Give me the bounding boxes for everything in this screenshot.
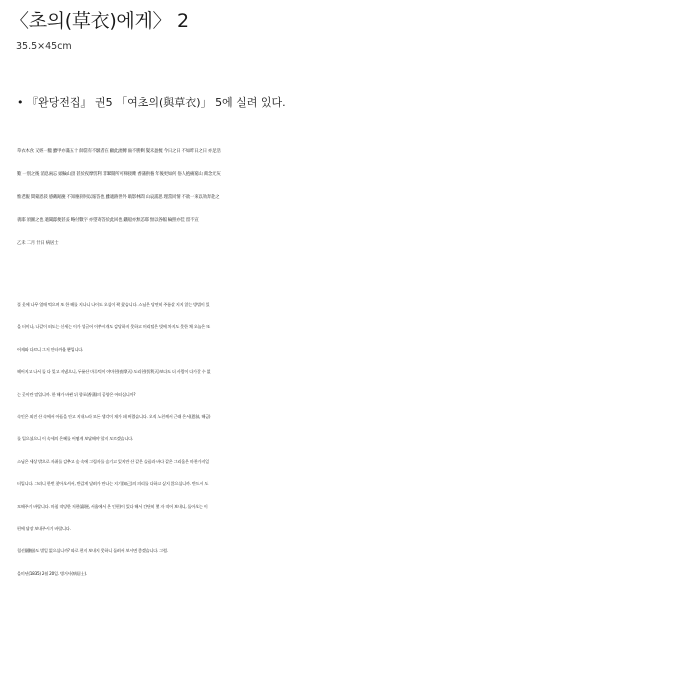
translation-line: 모해주기 바랍니다. 마침 적당한 저편(邸便, 서울에서 온 인편)이 있다 해서 간단히 몇 자 적어 보내니, 돌아오는 이 xyxy=(17,503,208,509)
translation-line: 을 터이나, 나같이 떠도는 신세는 이가 성글어 이쑤시개도 감당하지 못하고 머리털은 빗에 차지도 못한 채 오늘은 또 xyxy=(17,324,210,330)
original-text-line: 義耶 須圖之也 適聞邸便甚妥 略付數字 亦望寄答於此回也 鐵船亦無恙耶 無以各幅 輪照亦佳 留不宣 xyxy=(17,218,199,223)
translation-line: 편에 답장 보내주시기 바랍니다. xyxy=(17,526,71,532)
original-text-line: 草衣木食 又經一臘 雖甲亦滿五十 師當有不皺者在 顧此流轉 齒不勝剩 髮未盈梳 今日之日 不如昨日之日 亦足浩 xyxy=(17,149,221,154)
artwork-dimensions: 35.5×45cm xyxy=(16,41,72,52)
original-text-line: 惟老親 間蒙恩敍 感戴蹈慶 不知塵刹何以報答也 雖適跡世外 戢影林間 山哀浦思 理當同情 不欲一來以効奔赴之 xyxy=(17,195,220,200)
translation-line: 스님은 세상 밖으로 자취를 감추고 숲 속에 그림자를 숨기고 있지만 산 같은 슬픔과 바다 같은 그리움은 마찬가지일 xyxy=(17,458,209,464)
translation-line: 헤어지고 나서 둘 다 잊고 지냈으니, 두륜산 마루턱이 야마천(夜摩天) 도리천(忉利天)보다도 더 사람이 다가갈 수 없 xyxy=(17,369,211,375)
original-text-line: 歎 一別之後 消息兩忘 頭輪山頂 甚於夜摩忉利 非鞶開所可梯接歟 香蒲供養 年後更如何 俗人抱痛窮山 萬念尤灰 xyxy=(17,172,221,177)
source-note: • 『완당전집』 권5 「여초의(與草衣)」 5에 실려 있다. xyxy=(17,96,286,109)
translation-line: 를 입으셨으니 이 속세의 은혜를 어떻게 보답해야 할지 모르겠습니다. xyxy=(17,436,133,442)
translation-line: 어제와 다르니 그저 안타까울 뿐입니다. xyxy=(17,346,84,352)
document-title: 〈초의(草衣)에게〉 2 xyxy=(10,10,189,32)
translation-line: 철선(鐵船)도 별일 없으십니까? 따로 편지 보내지 못하니 돌려서 보시면 좋겠습니다. 그럼. xyxy=(17,548,168,554)
translation-line: 풀 옷에 나무 열매 먹으며 또 한 해를 지나니 나이도 오십이 꽉 찼습니다. 스님은 당연히 주름살 지지 않는 방법이 있 xyxy=(17,302,210,307)
translation-line: 을미년(1835) 2월 20일. 병거사(病居士). xyxy=(17,570,88,576)
translation-line: 속인은 외진 산 속에서 아픔을 안고 지내느라 모든 생각이 재가 돼 버렸습니다. 오직 노친께서 근래 은서(恩敍, 해금) xyxy=(17,414,211,420)
korean-translation xyxy=(17,294,693,585)
original-text-line: 乙未 二月 卄日 病居士 xyxy=(17,241,59,246)
translation-line: 는 곳이란 말입니까. 한 해가 바뀐 뒤 향포(香蒲)의 공양은 어떠십니까? xyxy=(17,391,136,397)
original-chinese-text xyxy=(17,140,692,255)
translation-line: 터입니다. 그러니 한번 찾아오셔서, 반갑게 달려가 만나는 지기(知己)의 의리를 다하고 싶지 않으십니까. 반드시 도 xyxy=(17,481,209,487)
